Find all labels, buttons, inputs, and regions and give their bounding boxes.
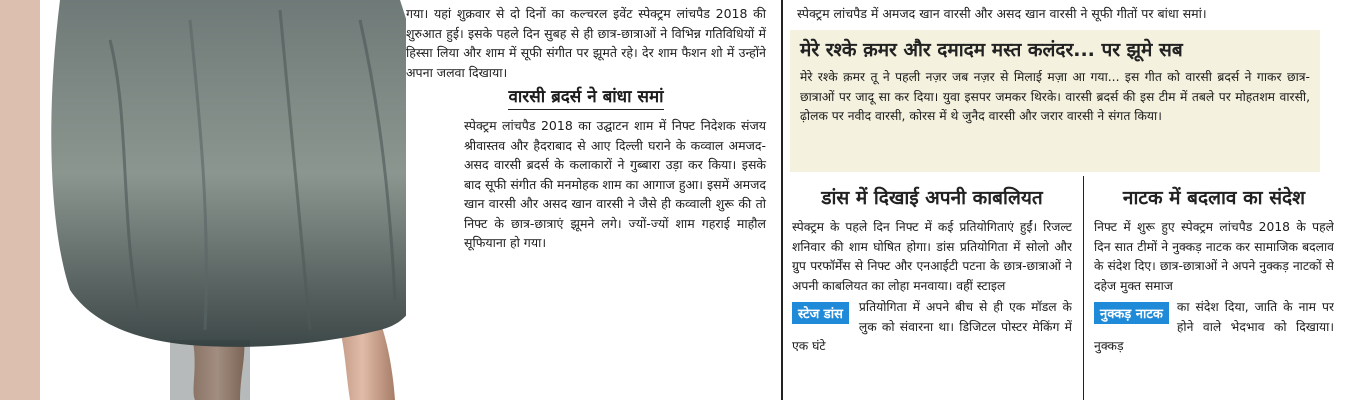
drama-text: निफ्ट में शुरू हुए स्पेक्ट्रम लांचपैड 2018 के पहले दिन सात टीमों ने नुक्कड़ नाटक कर सामाजिक बदलाव के संदेश दिए। छात्र-छात्राओं ने अपने नुक्कड़ नाटकों से दहेज मुक्त समाज — [1094, 220, 1334, 293]
drama-headline: नाटक में बदलाव का संदेश — [1122, 187, 1306, 209]
box-headline: मेरे रश्के क़मर और दमादम मस्त कलंदर... पर झूमे सब — [800, 39, 1183, 61]
subhead-container — [406, 86, 766, 108]
column-divider — [781, 0, 783, 400]
column1-paragraph-2: स्पेक्ट्रम लांचपैड 2018 का उद्घाटन शाम में निफ्ट निदेशक संजय श्रीवास्तव और हैदराबाद से आए दिल्ली घराने के कव्वाल अमजद-असद वारसी ब्रदर्स के कलाकारों ने गुब्बारा उड़ा कर किया। इसके बाद सूफी संगीत की मनमोहक शाम का आगाज हुआ। इसमें अमजद खान वारसी और असद खान वारसी ने जैसे ही कव्वाली शुरू की तो निफ्ट के छात्र-छात्राएं झूमने लगे। ज्यों-ज्यों शाम गहराई माहौल सूफियाना हो गया। — [464, 118, 766, 250]
caption-text: स्पेक्ट्रम लांचपैड में अमजद खान वारसी और असद खान वारसी ने सूफी गीतों पर बांधा समां। — [797, 6, 1207, 21]
column1-paragraph-1: गया। यहां शुक्रवार से दो दिनों का कल्चरल इवेंट स्पेक्ट्रम लांचपैड 2018 की शुरुआत हुई। इसके पहले दिन सुबह से ही छात्र-छात्राओं ने विभिन्न गतिविधियों में हिस्सा लिया और शाम में सूफी संगीत पर झूमते रहे। देर शाम फैशन शो में उन्होंने अपना जलवा दिखाया। — [406, 6, 766, 80]
drama-article — [1094, 186, 1334, 400]
photo-caption — [797, 4, 1337, 24]
dance-headline: डांस में दिखाई अपनी काबलियत — [821, 187, 1043, 209]
dance-text-2: प्रतियोगिता में अपने बीच से ही एक मॉडल के लुक को संवारना था। डिजिटल पोस्टर मेकिंग में एक घंटे — [792, 300, 1072, 353]
subhead-warsi-brothers: वारसी ब्रदर्स ने बांधा समां — [508, 87, 663, 110]
article-column-1 — [406, 0, 766, 400]
dance-text: स्पेक्ट्रम के पहले दिन निफ्ट में कई प्रतियोगिताएं हुईं। रिजल्ट शनिवार की शाम घोषित होगा। डांस प्रतियोगिता में सोलो और ग्रुप परफॉर्मेंस से निफ्ट और एनआईटी पटना के छात्र-छात्राओं ने अपनी काबलियत का लोहा मनवाया। वहीं स्टाइल — [792, 220, 1072, 293]
fashion-show-photo — [0, 0, 452, 400]
drama-text-2: का संदेश दिया, जाति के नाम पर होने वाले भेदभाव को दिखाया। नुक्कड़ — [1094, 300, 1334, 353]
tag-street-play: नुक्कड़ नाटक — [1094, 302, 1169, 324]
tag-stage-dance: स्टेज डांस — [792, 302, 849, 324]
box-text: मेरे रश्के क़मर तू ने पहली नज़र जब नज़र से मिलाई मज़ा आ गया... इस गीत को वारसी ब्रदर्स ने गाकर छात्र-छात्राओं पर जादू सा कर दिया। युवा इसपर जमकर थिरके। वारसी ब्रदर्स की इस टीम में तबले पर मोहतशम वारसी, ढ़ोलक पर नवीद वारसी, कोरस में थे जुनैद वारसी और जरार वारसी ने संगत किया। — [800, 70, 1310, 123]
model-photo-illustration — [0, 0, 452, 400]
dance-article — [792, 186, 1072, 400]
column-divider-2 — [1083, 176, 1084, 400]
highlight-box — [790, 30, 1320, 172]
